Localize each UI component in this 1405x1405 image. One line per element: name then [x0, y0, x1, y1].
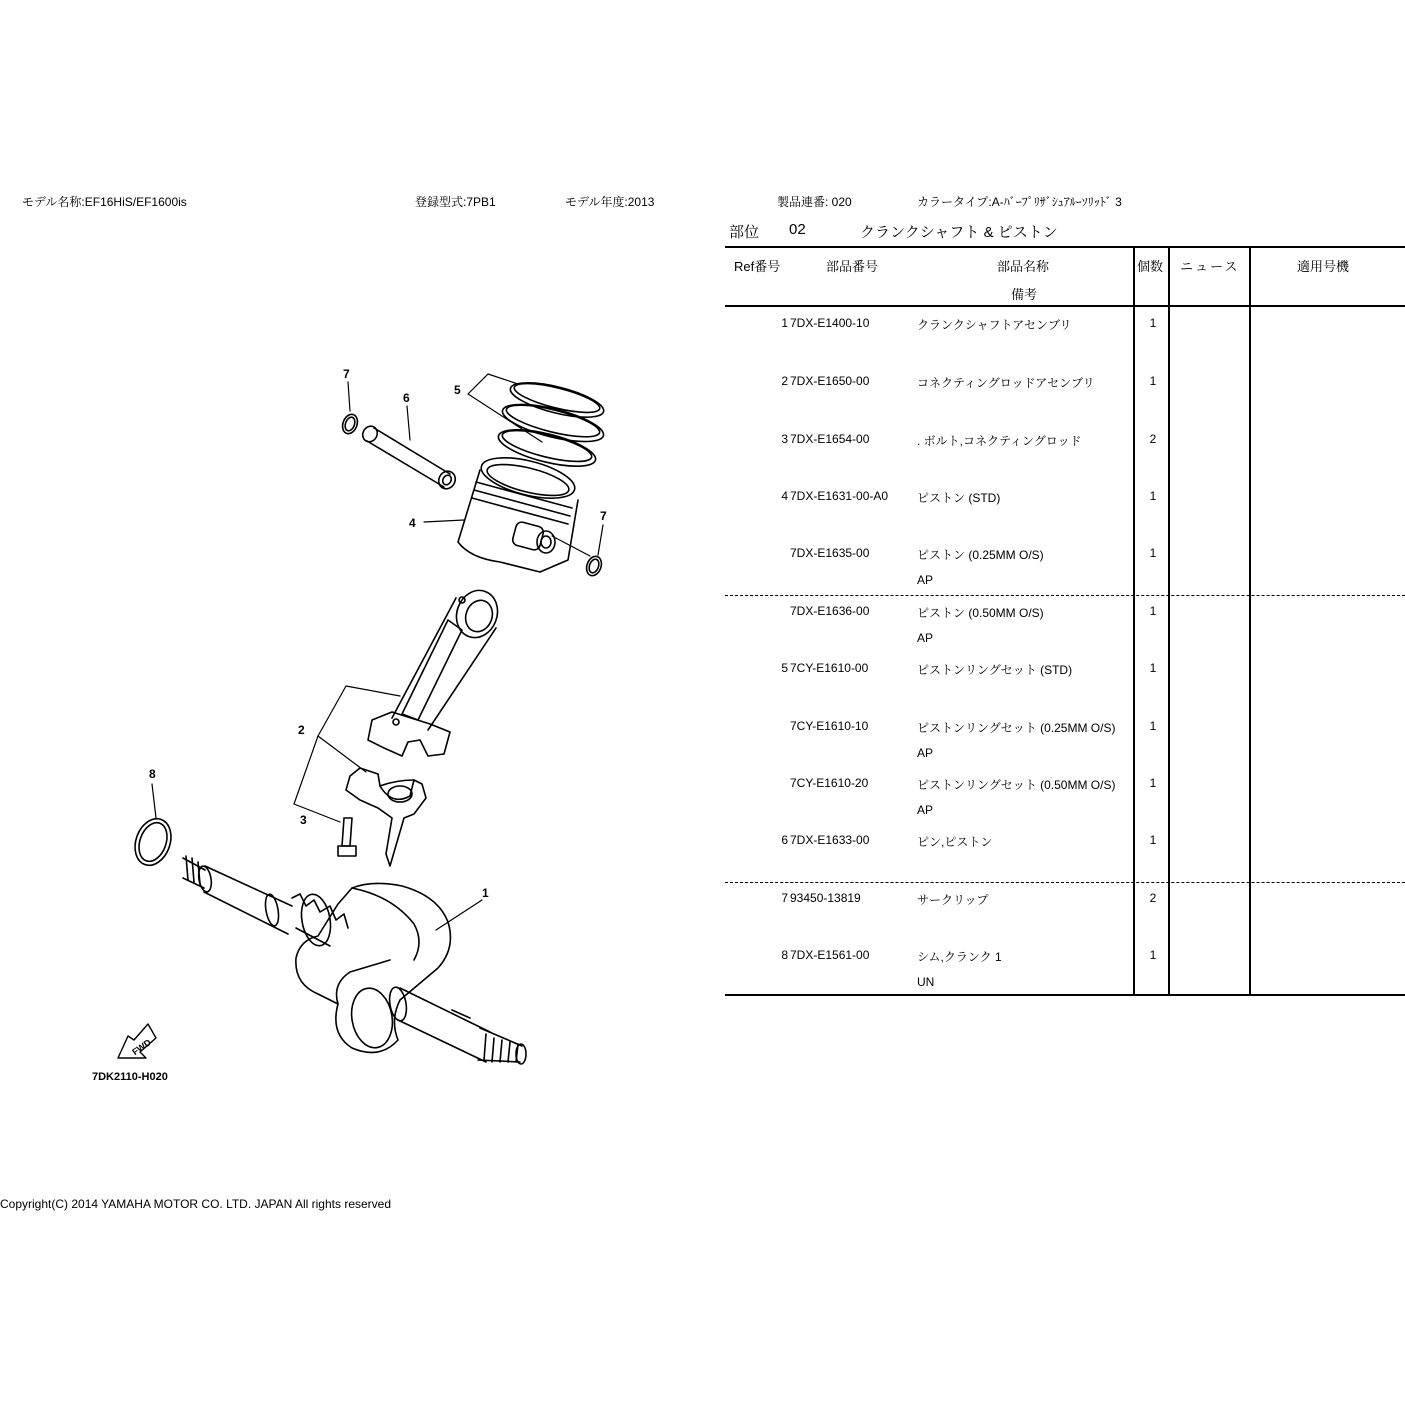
callout-2: 2	[298, 723, 305, 737]
table-top-border	[725, 246, 1405, 248]
row-part-name: ピストン (0.25MM O/S)	[917, 548, 1044, 562]
header-part-name: 部品名称	[997, 259, 1050, 274]
header-quantity: 個数	[1137, 259, 1164, 274]
crank-shim-part-8[interactable]	[129, 814, 177, 871]
row-part-name: クランクシャフトアセンブリ	[917, 318, 1072, 332]
row-part-number: 7DX-E1400-10	[790, 316, 870, 330]
row-part-name: ピストンリングセット (STD)	[917, 663, 1073, 677]
header-ref: Ref番号	[734, 259, 781, 274]
row-ref: 6	[781, 833, 788, 847]
section-name: クランクシャフト & ピストン	[860, 224, 1058, 241]
table-bottom-border	[725, 994, 1405, 996]
callout-4: 4	[409, 516, 416, 530]
row-part-name: ピストン (STD)	[917, 491, 1001, 505]
column-divider	[1249, 246, 1251, 996]
piston-part-4[interactable]	[458, 450, 579, 572]
callout-6: 6	[403, 391, 410, 405]
section-number: 02	[789, 221, 806, 238]
row-part-number: 93450-13819	[790, 891, 861, 905]
crankshaft-part-1[interactable]	[183, 856, 526, 1064]
row-ref: 2	[781, 374, 788, 388]
callout-1: 1	[482, 886, 489, 900]
circlip-part-7-right[interactable]	[584, 554, 604, 578]
row-remark: AP	[917, 573, 934, 587]
column-divider	[1168, 246, 1170, 996]
registration-type: 登録型式:7PB1	[415, 195, 496, 209]
serial-number: 製品連番: 020	[777, 195, 852, 209]
section-label: 部位	[729, 224, 760, 241]
row-ref: 7	[781, 891, 788, 905]
connecting-rod-part-2[interactable]	[368, 585, 504, 756]
copyright-notice: Copyright(C) 2014 YAMAHA MOTOR CO. LTD. JAPAN All rights reserved	[0, 1197, 392, 1211]
page-break-dashed	[725, 882, 1405, 883]
callout-5: 5	[454, 383, 461, 397]
fwd-label: FWD	[130, 1037, 153, 1058]
row-part-number: 7DX-E1636-00	[790, 604, 870, 618]
row-quantity: 1	[1149, 948, 1157, 962]
page-break-dashed	[725, 595, 1405, 596]
callout-3: 3	[300, 813, 307, 827]
row-part-name: シム,クランク 1	[917, 950, 1002, 964]
row-quantity: 1	[1149, 604, 1157, 618]
header-remarks: 備考	[1011, 287, 1038, 302]
header-applicable: 適用号機	[1297, 259, 1350, 274]
row-remark: UN	[917, 975, 935, 989]
row-quantity: 1	[1149, 316, 1157, 330]
row-remark: AP	[917, 746, 934, 760]
row-part-name: ピストンリングセット (0.25MM O/S)	[917, 721, 1116, 735]
row-part-number: 7DX-E1635-00	[790, 546, 870, 560]
piston-rings-part-5[interactable]	[495, 376, 607, 474]
row-part-name: . ボルト,コネクティングロッド	[917, 434, 1082, 448]
row-part-name: コネクティングロッドアセンブリ	[917, 376, 1095, 390]
row-ref: 4	[781, 489, 788, 503]
row-quantity: 1	[1149, 833, 1157, 847]
row-quantity: 1	[1149, 546, 1157, 560]
row-ref: 8	[781, 948, 788, 962]
column-divider	[1133, 246, 1135, 996]
row-part-number: 7DX-E1650-00	[790, 374, 870, 388]
model-name: モデル名称:EF16HiS/EF1600is	[22, 195, 187, 209]
row-remark: AP	[917, 631, 934, 645]
row-quantity: 1	[1149, 776, 1157, 790]
connecting-rod-cap[interactable]	[346, 768, 426, 866]
row-part-number: 7DX-E1631-00-A0	[790, 489, 889, 503]
exploded-parts-diagram	[0, 340, 700, 1100]
row-part-name: サークリップ	[917, 893, 989, 907]
row-remark: AP	[917, 803, 934, 817]
row-quantity: 2	[1149, 432, 1157, 446]
row-ref: 1	[781, 316, 788, 330]
row-part-number: 7DX-E1654-00	[790, 432, 870, 446]
callout-8: 8	[149, 767, 156, 781]
row-quantity: 1	[1149, 489, 1157, 503]
rod-bolt-part-3[interactable]	[338, 818, 356, 856]
table-header-border	[725, 305, 1405, 307]
row-part-number: 7DX-E1633-00	[790, 833, 870, 847]
row-part-name: ピストン (0.50MM O/S)	[917, 606, 1044, 620]
drawing-code: 7DK2110-H020	[92, 1071, 168, 1083]
header-part-number: 部品番号	[826, 259, 879, 274]
model-year: モデル年度:2013	[565, 195, 655, 209]
row-quantity: 1	[1149, 374, 1157, 388]
row-part-number: 7DX-E1561-00	[790, 948, 870, 962]
row-quantity: 1	[1149, 661, 1157, 675]
row-part-number: 7CY-E1610-20	[790, 776, 869, 790]
circlip-part-7-left[interactable]	[340, 412, 360, 436]
row-part-number: 7CY-E1610-10	[790, 719, 869, 733]
row-quantity: 1	[1149, 719, 1157, 733]
callout-7: 7	[343, 367, 350, 381]
row-part-name: ピストンリングセット (0.50MM O/S)	[917, 778, 1116, 792]
row-ref: 5	[781, 661, 788, 675]
color-type: カラータイプ:A-ﾊﾞｰﾌﾟﾘｻﾞｼｭｱﾙｰｿﾘｯﾄﾞ 3	[917, 195, 1122, 209]
header-news: ニュース	[1180, 259, 1240, 274]
row-quantity: 2	[1149, 891, 1157, 905]
row-part-number: 7CY-E1610-00	[790, 661, 869, 675]
row-part-name: ピン,ピストン	[917, 835, 993, 849]
row-ref: 3	[781, 432, 788, 446]
fwd-arrow-icon	[118, 1024, 156, 1058]
callout-7: 7	[600, 509, 607, 523]
